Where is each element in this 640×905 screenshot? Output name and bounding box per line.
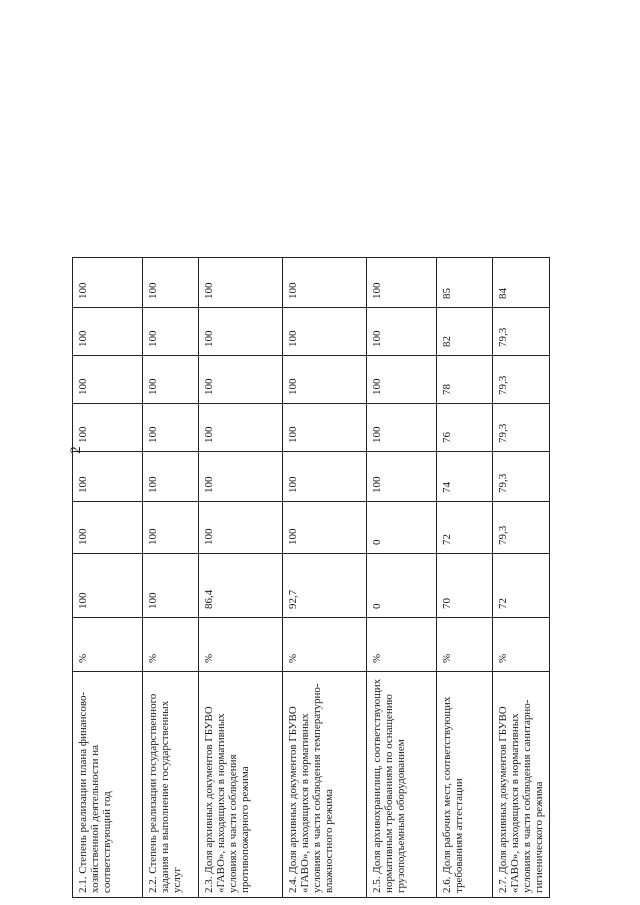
value-cell: 100 (283, 308, 367, 356)
unit-cell: % (493, 618, 550, 672)
page-number: 2 (68, 446, 84, 454)
value-cell: 100 (283, 404, 367, 452)
value-cell: 100 (199, 258, 283, 308)
value-cell: 100 (143, 258, 199, 308)
value-cell: 100 (143, 308, 199, 356)
table-row (199, 258, 283, 898)
unit-cell: % (73, 618, 143, 672)
value-cell: 100 (73, 452, 143, 502)
indicator-name: 2.5. Доля архивохранилищ, соответствующих нормативным требованиям по оснащению грузоподъемным оборудованием (367, 672, 437, 898)
value-cell: 0 (367, 502, 437, 554)
value-cell: 100 (73, 502, 143, 554)
table-row (493, 258, 550, 898)
value-cell: 100 (367, 258, 437, 308)
indicator-name: 2.2. Степень реализации государственного задания на выполнение государственных услуг (143, 672, 199, 898)
unit-cell: % (143, 618, 199, 672)
value-cell: 92,7 (283, 554, 367, 618)
value-cell: 100 (283, 258, 367, 308)
value-cell: 100 (367, 308, 437, 356)
value-cell: 84 (493, 258, 550, 308)
value-cell: 79,3 (493, 452, 550, 502)
value-cell: 100 (73, 258, 143, 308)
value-cell: 74 (437, 452, 493, 502)
value-cell: 100 (143, 502, 199, 554)
table-row (73, 258, 143, 898)
value-cell: 0 (367, 554, 437, 618)
value-cell: 100 (283, 452, 367, 502)
value-cell: 100 (73, 356, 143, 404)
value-cell: 76 (437, 404, 493, 452)
indicator-name: 2.6. Доля рабочих мест, соответствующих требованиям аттестации (437, 672, 493, 898)
value-cell: 79,3 (493, 308, 550, 356)
value-cell: 100 (283, 356, 367, 404)
value-cell: 100 (199, 404, 283, 452)
unit-cell: % (199, 618, 283, 672)
table-row (143, 258, 199, 898)
value-cell: 100 (143, 452, 199, 502)
value-cell: 100 (73, 554, 143, 618)
unit-cell: % (367, 618, 437, 672)
unit-cell: % (437, 618, 493, 672)
value-cell: 82 (437, 308, 493, 356)
value-cell: 100 (367, 452, 437, 502)
value-cell: 100 (283, 502, 367, 554)
value-cell: 72 (437, 502, 493, 554)
value-cell: 79,3 (493, 502, 550, 554)
indicator-name: 2.4. Доля архивных документов ГБУВО «ГАВО», находящихся в нормативных условиях в части соблюдения температурно-влажностного режима (283, 672, 367, 898)
indicator-name: 2.3. Доля архивных документов ГБУВО «ГАВО», находящихся в нормативных условиях в части соблюдения противопожарного режима (199, 672, 283, 898)
value-cell: 100 (143, 554, 199, 618)
value-cell: 72 (493, 554, 550, 618)
value-cell: 86,4 (199, 554, 283, 618)
table-row (283, 258, 367, 898)
value-cell: 79,3 (493, 356, 550, 404)
value-cell: 100 (199, 356, 283, 404)
indicator-name: 2.7. Доля архивных документов ГБУВО «ГАВО», находящихся в нормативных условиях в части соблюдения санитарно-гигиенического режима (493, 672, 550, 898)
value-cell: 100 (143, 404, 199, 452)
rotated-table-container (72, 258, 545, 898)
value-cell: 100 (143, 356, 199, 404)
value-cell: 100 (73, 308, 143, 356)
value-cell: 100 (367, 356, 437, 404)
value-cell: 100 (199, 452, 283, 502)
value-cell: 100 (199, 502, 283, 554)
value-cell: 85 (437, 258, 493, 308)
indicators-table (72, 257, 550, 898)
table-row (437, 258, 493, 898)
value-cell: 100 (367, 404, 437, 452)
value-cell: 70 (437, 554, 493, 618)
value-cell: 100 (73, 404, 143, 452)
unit-cell: % (283, 618, 367, 672)
value-cell: 100 (199, 308, 283, 356)
value-cell: 78 (437, 356, 493, 404)
indicator-name: 2.1. Степень реализации плана финансово-хозяйственной деятельности на соответствующий год (73, 672, 143, 898)
value-cell: 79,3 (493, 404, 550, 452)
table-row (367, 258, 437, 898)
